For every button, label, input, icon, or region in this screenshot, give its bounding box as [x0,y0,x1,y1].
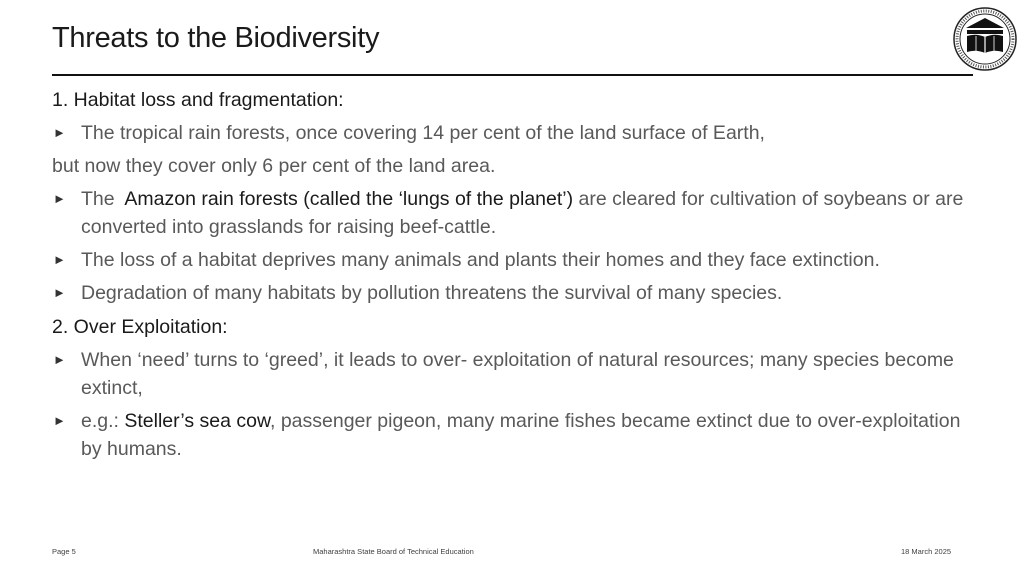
triangle-bullet-icon: ► [53,191,66,206]
bullet-item [52,346,972,402]
section-heading: 2. Over Exploitation: [52,316,228,338]
triangle-bullet-icon: ► [53,285,66,300]
bullet-prefix: e.g.: [81,410,119,432]
emphasis-text: Steller’s sea cow [124,410,270,432]
bullet-text: When ‘need’ turns to ‘greed’, it leads to over- exploitation of natural resources; many species become extinct, [81,349,954,399]
bullet-text: are cleared for cultivation of soybeans or are converted into grasslands for raising beef-cattle. [81,188,964,238]
triangle-bullet-icon: ► [53,125,66,140]
bullet-prefix: The [81,188,115,210]
slide-title: Threats to the Biodiversity [52,22,380,54]
bullet-item [52,279,972,307]
title-divider [52,74,973,76]
paragraph: but now they cover only 6 per cent of the land area. [52,155,496,177]
page-number: Page 5 [52,547,76,556]
bullet-item [52,246,972,274]
msbte-seal-icon [952,6,1018,72]
slide-content [52,84,972,463]
triangle-bullet-icon: ► [53,413,66,428]
footer-organization: Maharashtra State Board of Technical Education [313,547,474,556]
footer-date: 18 March 2025 [901,547,952,556]
bullet-text: Degradation of many habitats by pollution threatens the survival of many species. [81,282,783,304]
triangle-bullet-icon: ► [53,252,66,267]
bullet-text: The loss of a habitat deprives many animals and plants their homes and they face extinction. [81,249,880,271]
bullet-item [52,119,972,147]
bullet-item [52,185,972,241]
bullet-item [52,407,972,463]
section-heading: 1. Habitat loss and fragmentation: [52,89,344,111]
emphasis-text: Amazon rain forests (called the ‘lungs of the planet’) [124,188,574,210]
bullet-text: , passenger pigeon, many marine fishes became extinct due to over-exploitation by humans. [81,410,961,460]
bullet-text: The tropical rain forests, once covering 14 per cent of the land surface of Earth, [81,122,765,144]
triangle-bullet-icon: ► [53,352,66,367]
